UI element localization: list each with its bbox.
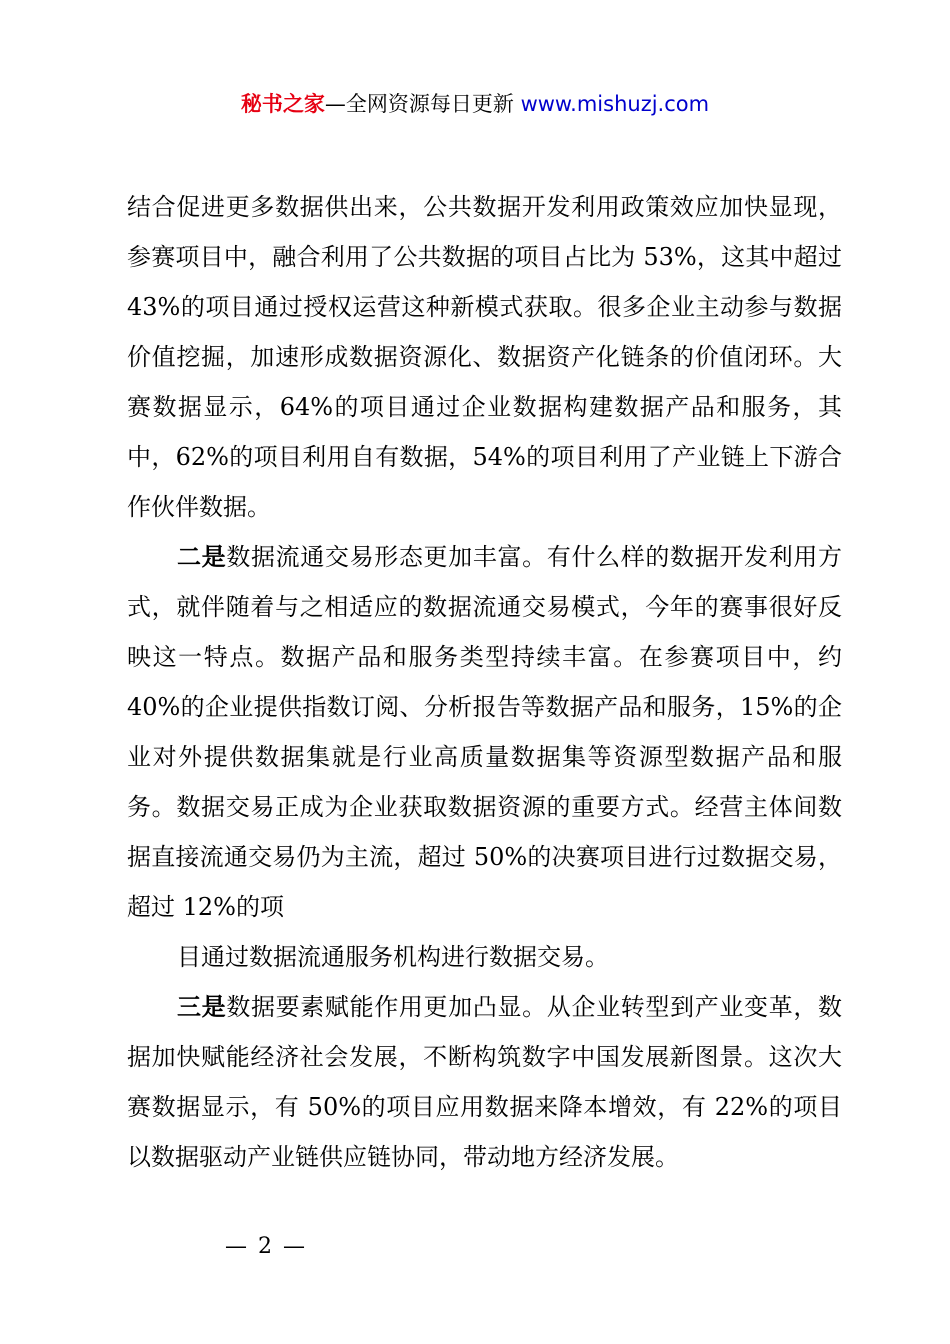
paragraph-fragment (127, 932, 842, 982)
site-url-link[interactable]: www.mishuzj.com (520, 92, 710, 116)
paragraph-lead: 二是 (177, 542, 227, 571)
paragraph-text: 数据要素赋能作用更加凸显。从企业转型到产业变革，数据加快赋能经济社会发展，不断构筑数字中国发展新图景。这次大赛数据显示，有 50%的项目应用数据来降本增效，有 22%的项目以数据驱动产业链供应链协同，带动地方经济发展。 (127, 993, 843, 1171)
page-number: — 2 — (225, 1234, 307, 1259)
site-header (0, 88, 950, 120)
brand-name: 秘书之家 (240, 92, 325, 116)
paragraph-lead: 三是 (177, 992, 227, 1021)
header-tagline: —全网资源每日更新 (324, 92, 514, 116)
paragraph-point-three (127, 982, 842, 1182)
paragraph-continued (127, 182, 842, 532)
paragraph-text: 目通过数据流通服务机构进行数据交易。 (177, 943, 609, 971)
document-body (127, 182, 842, 1182)
paragraph-text: 结合促进更多数据供出来，公共数据开发利用政策效应加快显现，参赛项目中，融合利用了公共数据的项目占比为 53%，这其中超过 43%的项目通过授权运营这种新模式获取。很多企业主动参与数据价值挖掘，加速形成数据资源化、数据资产化链条的价值闭环。大赛数据显示，64%的项目通过企业数据构建数据产品和服务，其中，62%的项目利用自有数据，54%的项目利用了产业链上下游合作伙伴数据。 (127, 193, 842, 521)
paragraph-point-two (127, 532, 842, 932)
paragraph-text: 数据流通交易形态更加丰富。有什么样的数据开发利用方式，就伴随着与之相适应的数据流通交易模式，今年的赛事很好反映这一特点。数据产品和服务类型持续丰富。在参赛项目中，约 40%的企业提供指数订阅、分析报告等数据产品和服务，15%的企业对外提供数据集就是行业高质量数据集等资源型数据产品和服务。数据交易正成为企业获取数据资源的重要方式。经营主体间数据直接流通交易仍为主流，超过 50%的决赛项目进行过数据交易，超过 12%的项 (127, 543, 843, 921)
